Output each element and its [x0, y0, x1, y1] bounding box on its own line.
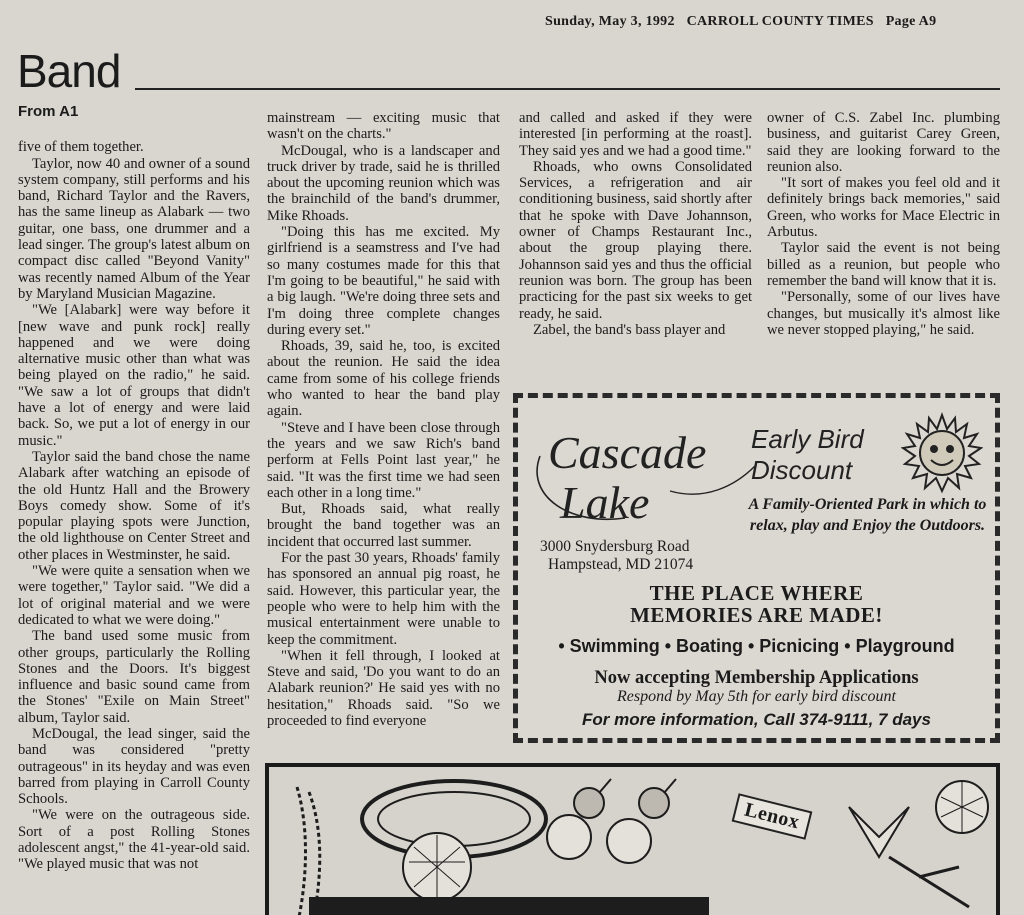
lenox-tag: Lenox: [732, 793, 813, 839]
paragraph: "Steve and I have been close through the years and we saw Rich's band perform at Fells Point last year," he said. "It was the first time we had seen each other in a long time.": [267, 419, 500, 501]
contact-info: For more information, Call 374-9111, 7 days: [582, 710, 931, 729]
early-bird-heading: [751, 424, 864, 486]
early-bird-line-1: Early Bird: [751, 424, 864, 454]
article-column-1: [18, 104, 250, 873]
paragraph: McDougal, who is a landscaper and truck driver by trade, said he is thrilled about the upcoming reunion which was the brainchild of the band's drummer, Mike Rhoads.: [267, 142, 500, 224]
park-address: [540, 538, 693, 574]
paragraph: McDougal, the lead singer, said the band was considered "pretty outrageous" in its heyday and was even barred from playing in Carroll County Schools.: [18, 725, 250, 808]
address-street: 3000 Snydersburg Road: [540, 538, 690, 555]
slogan-line-1: THE PLACE WHERE: [649, 581, 864, 605]
paragraph: "We were quite a sensation when we were together," Taylor said. "We did a lot of original material and we were dedicated to what we were doing.": [18, 563, 250, 628]
slogan-line-2: MEMORIES ARE MADE!: [630, 603, 883, 627]
paragraph: Rhoads, 39, said he, too, is excited about the reunion. He said the idea came from some of his college friends who wanted to hear the band play again.: [267, 338, 500, 420]
logo-word-1: Cascade: [548, 427, 707, 478]
issue-date: Sunday, May 3, 1992: [545, 14, 675, 29]
paragraph: mainstream — exciting music that wasn't on the charts.": [267, 110, 500, 143]
paragraph: "We were on the outrageous side. Sort of a post Rolling Stones adolescent angst," the 41-year-old said. "We played music that was not: [18, 807, 250, 873]
address-city: Hampstead, MD 21074: [548, 556, 694, 573]
paragraph: and called and asked if they were interested [in performing at the roast]. They said yes and we had a good time.": [519, 110, 752, 159]
park-tagline: A Family-Oriented Park in which to relax, play and Enjoy the Outdoors.: [748, 496, 987, 534]
paragraph: Rhoads, who owns Consolidated Services, a refrigeration and air conditioning business, said shortly after that he spoke with Dave Johannson, owner of Champs Restaurant Inc., about the group playing there. Johannson said yes and thus the official reunion was born. The group has been practicing for the past six weeks to get ready, he said.: [519, 158, 752, 322]
article-column-2: [267, 110, 500, 729]
paragraph: The band used some music from other groups, particularly the Rolling Stones and the Doors. It's biggest influence and basic sound came from the Stones' "Exile on Main Street" album, Taylor said.: [18, 628, 250, 726]
paragraph: Taylor said the band chose the name Alabark after watching an episode of the old Huntz Hall and the Browery Boys comedy show. Some of it's popular playing spots were Junction, the old lighthouse on Center Street and other places in Westminster, he said.: [18, 448, 250, 563]
paragraph: five of them together.: [18, 139, 144, 156]
jewelry-ad: [265, 763, 1000, 915]
sun-icon: [901, 412, 983, 494]
cascade-lake-logo: [530, 406, 765, 536]
logo-word-2: Lake: [560, 477, 650, 528]
cascade-lake-ad: [513, 393, 1000, 743]
paragraph: "We [Alabark] were way before it [new wave and punk rock] really happened and we were doing alternative music other than what was being played on the radio," he said. "We saw a lot of groups that didn't have a lot of energy and were laid back. So, we put a lot of energy in our music.": [18, 302, 250, 449]
respond-deadline: Respond by May 5th for early bird discount: [617, 688, 896, 705]
title-rule: [135, 88, 1000, 90]
page-header: [545, 14, 1005, 30]
paragraph: "It sort of makes you feel old and it definitely brings back memories," said Green, who works for Mace Electric in Arbutus.: [767, 175, 1000, 241]
paragraph: owner of C.S. Zabel Inc. plumbing business, and guitarist Carey Green, said they are looking forward to the reunion also.: [767, 110, 1000, 175]
newspaper-name: CARROLL COUNTY TIMES: [686, 14, 874, 29]
article-column-3: [519, 110, 752, 338]
from-a1-label: From A1: [18, 103, 79, 120]
paragraph: Taylor said the event is not being billed as a reunion, but people who remember the band will know that it is.: [767, 240, 1000, 289]
paragraph: "Personally, some of our lives have changes, but musically it's almost like we never stopped playing," he said.: [767, 289, 1000, 338]
paragraph: "Doing this has me excited. My girlfriend is a seamstress and I've had so many costumes made for this that I'm going to be beautiful," he said with a big laugh. "We're doing three sets and I'm doing three complete changes during every set.": [267, 224, 500, 338]
section-title: Band: [17, 45, 121, 97]
paragraph: "When it fell through, I looked at Steve and said, 'Do you want to do an Alabark reunion?' He said yes with no hesitation," Rhoads said. "So we proceeded to find everyone: [267, 647, 500, 729]
membership-notice: Now accepting Membership Applications: [594, 668, 919, 688]
memories-slogan: [518, 582, 995, 626]
paragraph: Taylor, now 40 and owner of a sound system company, still performs and his band, Richard Taylor and the Ravers, has the same lineup as Alabark — two guitar, one bass, one drummer and a lead singer. The group's latest album on compact disc called "Beyond Vanity" was recently named Album of the Year by Maryland Musician Magazine.: [18, 155, 250, 302]
article-column-4: [767, 110, 1000, 338]
paragraph: But, Rhoads said, what really brought the band together was an incident that occurred last summer.: [267, 501, 500, 550]
paragraph: For the past 30 years, Rhoads' family has sponsored an annual pig roast, he said. However, this particular year, the people who were to help him with the musical entertainment were unable to keep the commitment.: [267, 550, 500, 648]
early-bird-line-2: Discount: [751, 455, 853, 485]
paragraph: Zabel, the band's bass player and: [533, 321, 726, 338]
jewelry-illustration: [269, 767, 1000, 915]
page-number: Page A9: [885, 14, 937, 29]
activities-list: • Swimming • Boating • Picnicing • Playground: [558, 636, 955, 656]
